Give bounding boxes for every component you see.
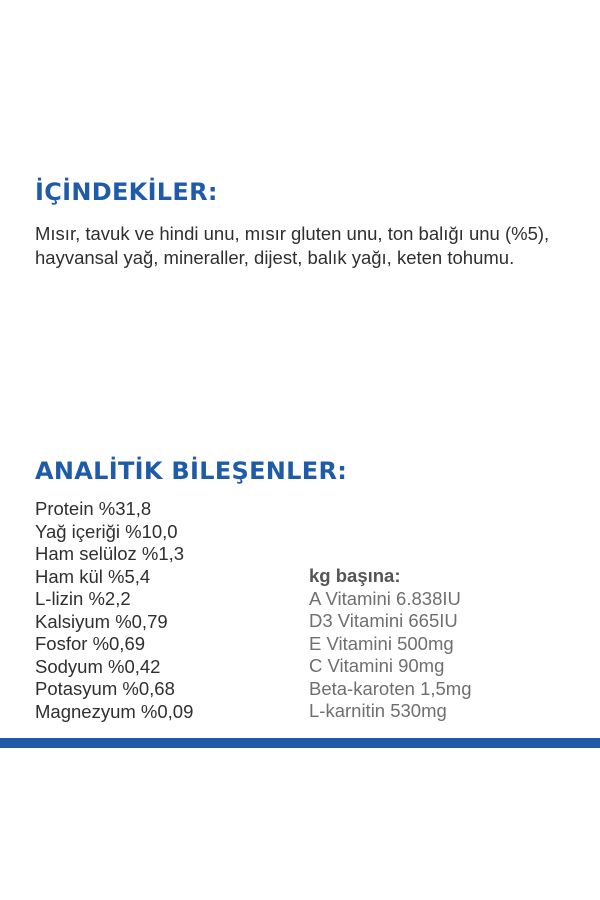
analytic-item-crude-ash: Ham kül %5,4 [35, 565, 151, 587]
analytic-item-sodium: Sodyum %0,42 [35, 655, 161, 677]
vitamin-item-e: E Vitamini 500mg [309, 632, 454, 654]
analytic-item-fat: Yağ içeriği %10,0 [35, 520, 178, 542]
analytic-item-protein: Protein %31,8 [35, 498, 152, 519]
analytic-item-lysine: L-lizin %2,2 [35, 588, 131, 609]
vitamin-item-a: A Vitamini 6.838IU [309, 587, 461, 609]
analytic-item-magnesium: Magnezyum %0,09 [35, 700, 194, 722]
vitamin-item-c: C Vitamini 90mg [309, 655, 445, 676]
analytic-item-crude-fiber: Ham selüloz %1,3 [35, 543, 185, 564]
per-kg-heading: kg başına: [309, 565, 401, 586]
vitamin-item-l-carnitine: L-karnitin 530mg [309, 700, 447, 721]
ingredients-heading: İÇİNDEKİLER: [35, 178, 218, 206]
vitamin-item-d3: D3 Vitamini 665IU [309, 610, 458, 631]
vitamin-item-beta-carotene: Beta-karoten 1,5mg [309, 677, 472, 699]
analytic-item-calcium: Kalsiyum %0,79 [35, 610, 168, 632]
analytic-item-potassium: Potasyum %0,68 [35, 678, 175, 699]
bottom-divider-bar [0, 738, 600, 748]
per-kg-vitamins-list [309, 565, 471, 723]
analytic-components-heading: ANALİTİK BİLEŞENLER: [35, 457, 348, 485]
analytic-components-list [35, 498, 193, 723]
ingredients-text: Mısır, tavuk ve hindi unu, mısır gluten unu, ton balığı unu (%5), hayvansal yağ, mineraller, dijest, balık yağı, keten tohumu. [35, 223, 550, 268]
analytic-item-phosphorus: Fosfor %0,69 [35, 633, 146, 654]
